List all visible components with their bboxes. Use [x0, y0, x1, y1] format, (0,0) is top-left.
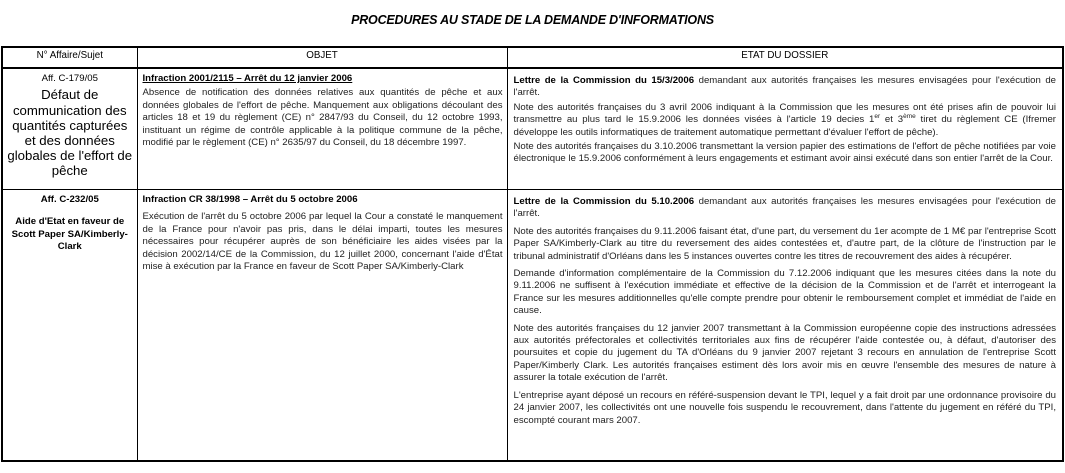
affaire-number: Aff. C-232/05 — [40, 194, 99, 205]
etat-entry: Note des autorités françaises du 12 janvier 2007 transmettant à la Commission européenne copie des instructions adressées aux autorités préfectorales et collectivités territoriales aux fins de récupérer l'aide contestée ou, à défaut, d'autoriser des poursuites et copie du jugement du TA d'Orléans du 9 janvier 2007 rejetant 3 recours en annulation de l'entreprise Scott Paper/Kimberly Clark. Les autorités françaises estiment dès lors avoir mis en œuvre l'ensemble des mesures de nature à assurer la totale exécution de l'arrêt. — [513, 322, 1056, 384]
affaire-number: Aff. C-179/05 — [41, 73, 98, 84]
etat-entry: L'entreprise ayant déposé un recours en référé-suspension devant le TPI, lequel y a fait droit par une ordonnance provisoire du 24 janvier 2007, les collectivités ont une nouvelle fois suspendu le recouvrement, dans l'attente du jugement en référé du TPI, escompté courant mars 2007. — [513, 389, 1056, 426]
etat-entry: Note des autorités françaises du 3 avril 2006 indiquant à la Commission que les mesures ont été prises afin de pouvoir lui transmettre au plus tard le 15.9.2006 les données visées à l'article 19 decies 1er et 3ème tiret du règlement CE (Ifremer développe les outils informatiques de traitement automatique permettant d'évaluer l'effort de pêche). — [513, 101, 1056, 138]
etat-cell — [507, 68, 1063, 190]
objet-text: Exécution de l'arrêt du 5 octobre 2006 par lequel la Cour a constaté le manquement de la France pour n'avoir pas pris, dans le délai imparti, toutes les mesures nécessaires pour récupérer auprès de son bénéficiaire les aides visées par la décision 2002/14/CE de la Commission, du 12 juillet 2000, concernant l'aide d'État mise à exécution par la France en faveur de Scott Paper SA/Kimberly-Clark — [142, 211, 503, 273]
objet-text: Absence de notification des données relatives aux quantités de pêche et aux données globales de l'effort de pêche. Manquement aux obligations découlant des articles 18 et 19 du règlement (CE) n° 2847/93 du Conseil, du 12 octobre 1993, instituant un régime de contrôle applicable à la politique commune de la pêche, modifié par le règlement (CE) n° 2635/97 du Conseil, du 18 décembre 1997. — [142, 87, 503, 149]
objet-cell — [137, 68, 507, 190]
page-title: PROCEDURES AU STADE DE LA DEMANDE D'INFORMATIONS — [351, 13, 714, 27]
etat-entry: Lettre de la Commission du 15/3/2006 demandant aux autorités françaises les mesures envisagées pour l'exécution de l'arrêt. — [513, 75, 1057, 99]
procedures-table — [1, 46, 1064, 462]
header-affaire: N° Affaire/Sujet — [2, 47, 137, 68]
header-objet: OBJET — [137, 47, 507, 68]
table-row — [2, 68, 1063, 190]
table-row — [2, 190, 1063, 462]
etat-entry: Demande d'information complémentaire de la Commission du 7.12.2006 indiquant que les mesures citées dans la note du 9.11.2006 ne suffisent à l'exécution immédiate et effective de la décision de la Commission et de l'arrêt et interrogeant la France sur les mesures additionnelles qu'elle compte prendre pour obtenir le remboursement complet et immédiat de l'aide en cause. — [513, 268, 1056, 317]
etat-entry: Note des autorités françaises du 9.11.2006 faisant état, d'une part, du versement du 1er acompte de 1 M€ par l'entreprise Scott Paper SA/Kimberly-Clark au titre du reversement des aides contestées et, d'autre part, de la clôture de l'instruction par le tribunal administratif d'Orléans dans les 5 instances ouvertes contre les titres de recouvrement des aides à récupérer. — [513, 225, 1056, 262]
header-etat: ETAT DU DOSSIER — [507, 47, 1063, 68]
affaire-subject: Défaut de communication des quantités capturées et des données globales de l'effort de pêche — [7, 87, 133, 179]
table-header-row — [2, 47, 1063, 68]
etat-entry: Lettre de la Commission du 5.10.2006 demandant aux autorités françaises les mesures envisagées pour l'exécution de l'arrêt. — [513, 196, 1057, 220]
objet-title: Infraction 2001/2115 – Arrêt du 12 janvier 2006 — [142, 73, 353, 84]
objet-title: Infraction CR 38/1998 – Arrêt du 5 octobre 2006 — [142, 194, 358, 205]
etat-entry: Note des autorités françaises du 3.10.2006 transmettant la version papier des estimations de l'effort de pêche notifiées par voie électronique le 15.9.2006 conformément à leurs engagements et estimant avoir ainsi exécuté dans son entier l'arrêt de la Cour. — [513, 141, 1056, 165]
etat-cell — [507, 190, 1063, 462]
affaire-subject: Aide d'Etat en faveur de Scott Paper SA/Kimberly-Clark — [11, 216, 128, 252]
affaire-cell — [2, 68, 137, 190]
affaire-cell — [2, 190, 137, 462]
objet-cell — [137, 190, 507, 462]
